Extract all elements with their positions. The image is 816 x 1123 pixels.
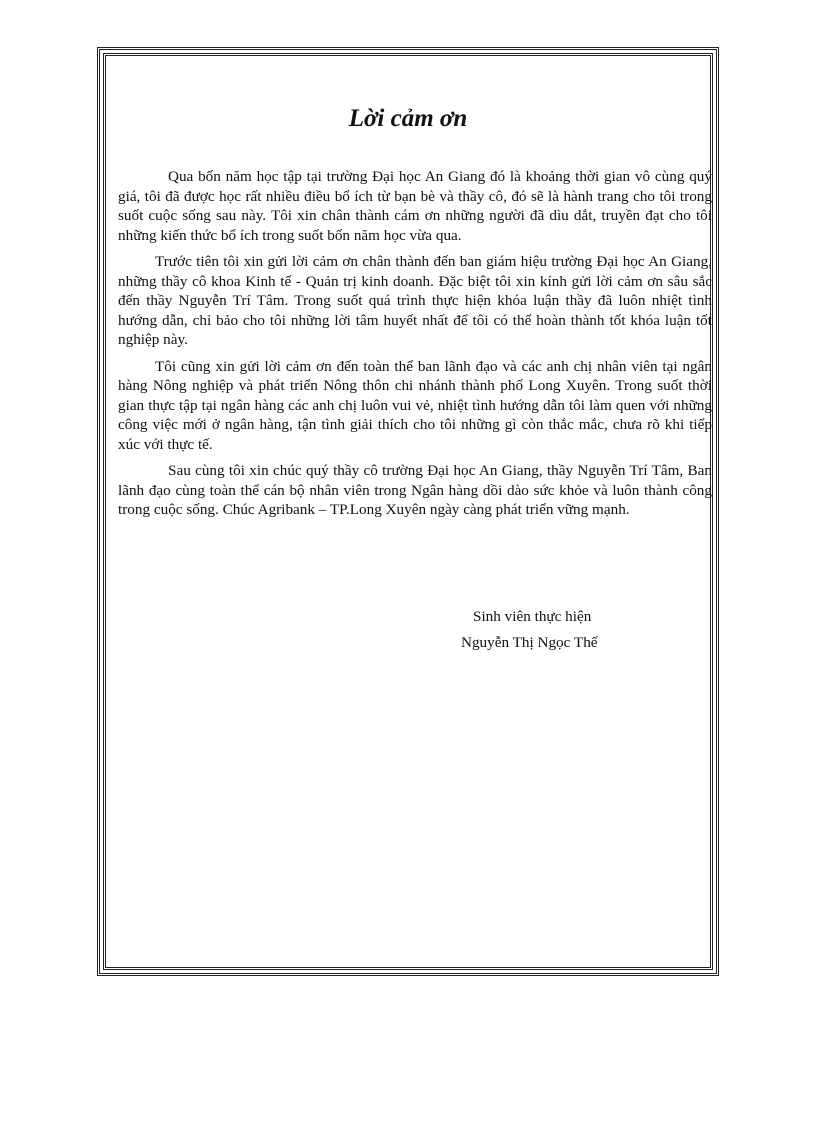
- paragraph-4: Sau cùng tôi xin chúc quý thầy cô trường Đại học An Giang, thầy Nguyễn Trí Tâm, Ban lãnh đạo cùng toàn thể cán bộ nhân viên trong Ngân hàng dồi dào sức khỏe và luôn thành công trong cuộc sống. Chúc Agribank – TP.Long Xuyên ngày càng phát triển vững mạnh.: [118, 462, 712, 518]
- paragraph-2: Trước tiên tôi xin gửi lời cảm ơn chân thành đến ban giám hiệu trường Đại học An Giang, những thầy cô khoa Kinh tế - Quản trị kinh doanh. Đặc biệt tôi xin kính gửi lời cảm ơn sâu sắc đến thầy Nguyễn Trí Tâm. Trong suốt quá trình thực hiện khóa luận thầy đã luôn nhiệt tình hướng dẫn, chỉ bảo cho tôi những lời tâm huyết nhất để tôi có thể hoàn thành tốt khóa luận tốt nghiệp này.: [118, 253, 712, 348]
- signature-block: [461, 604, 598, 656]
- signature-role: Sinh viên thực hiện: [473, 608, 592, 625]
- acknowledgement-body: [118, 167, 712, 527]
- page-title: Lời cảm ơn: [348, 105, 468, 132]
- paragraph-1: Qua bốn năm học tập tại trường Đại học An Giang đó là khoảng thời gian vô cùng quý giá, tôi đã được học rất nhiều điều bổ ích từ bạn bè và thầy cô, đó sẽ là hành trang cho tôi trong suốt cuộc sống sau này. Tôi xin chân thành cám ơn những người đã dìu dắt, truyền đạt cho tôi những kiến thức bổ ích trong suốt bốn năm học vừa qua.: [118, 168, 712, 244]
- signature-name: Nguyễn Thị Ngọc Thế: [461, 634, 598, 651]
- page-border: [97, 47, 719, 976]
- paragraph-3: Tôi cũng xin gửi lời cảm ơn đến toàn thể ban lãnh đạo và các anh chị nhân viên tại ngân hàng Nông nghiệp và phát triển Nông thôn chi nhánh thành phố Long Xuyên. Trong suốt thời gian thực tập tại ngân hàng các anh chị luôn vui vẻ, nhiệt tình hướng dẫn tôi làm quen với những công việc mới ở ngân hàng, tận tình giải thích cho tôi những gì còn thắc mắc, chưa rõ khi tiếp xúc với thực tế.: [118, 357, 712, 453]
- page-inner-border: [103, 53, 713, 970]
